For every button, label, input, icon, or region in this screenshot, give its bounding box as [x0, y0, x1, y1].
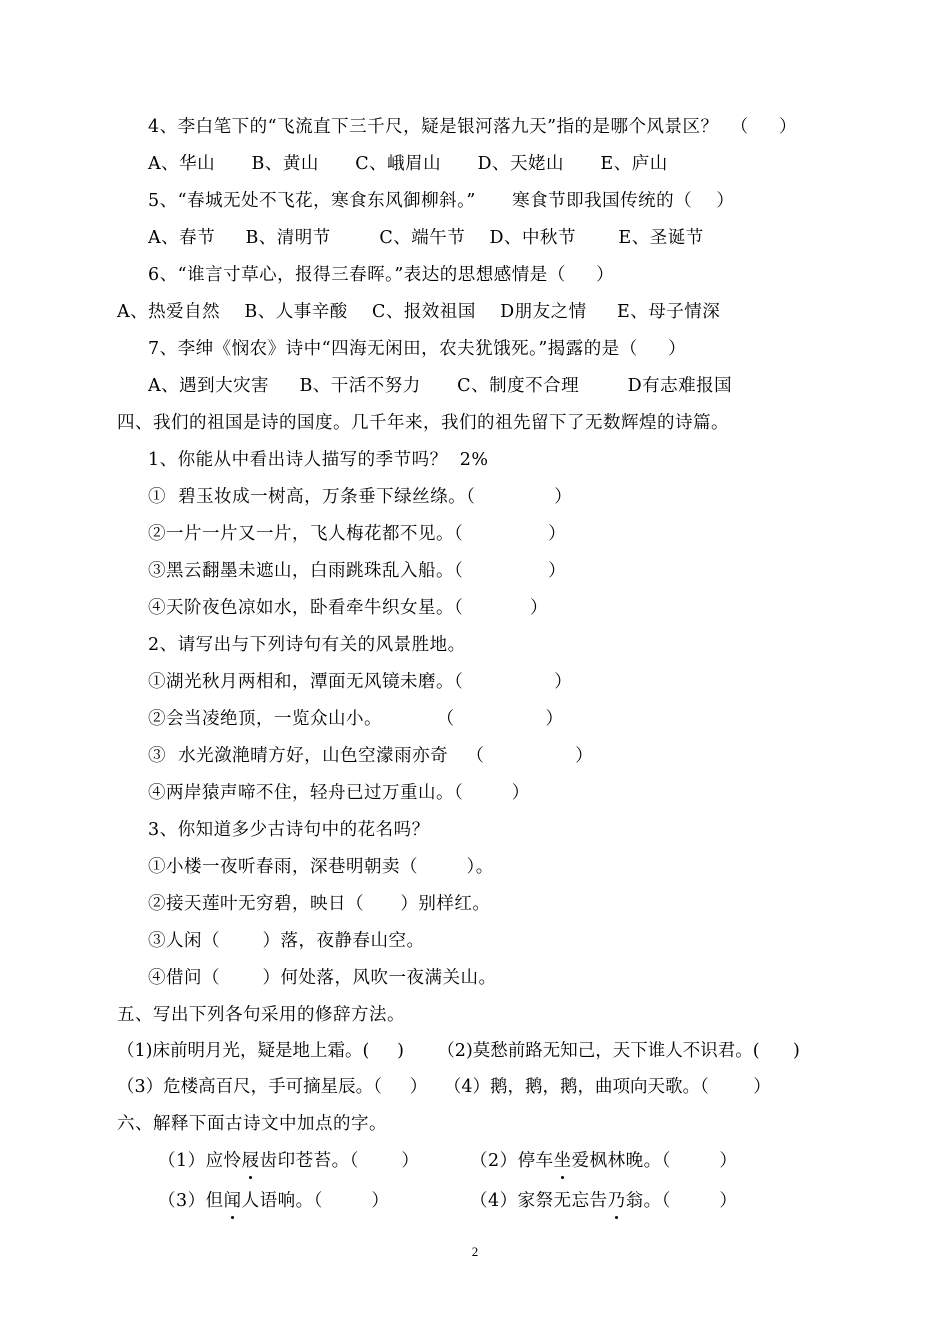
explain-q2	[470, 1149, 737, 1173]
explain-q4-post: 翁。（ ）	[625, 1191, 738, 1211]
explain-q4-pre: （4）家祭无忘告	[470, 1191, 608, 1211]
line-s4-q2-2: ②会当凌绝顶，一览众山小。 （ ）	[148, 709, 564, 729]
line-s4-q1-3: ③黑云翻墨未遮山，白雨跳珠乱入船。（ ）	[148, 561, 567, 581]
line-q4-7-options: A、遇到大灾害 B、干活不努力 C、制度不合理 D有志难报国	[148, 376, 733, 396]
dotted-char: 乃	[607, 1191, 626, 1211]
explain-q3-pre: （3）但	[158, 1191, 224, 1211]
section-4-heading: 四、我们的祖国是诗的国度。几千年来，我们的祖先留下了无数辉煌的诗篇。	[117, 413, 729, 433]
dotted-char: 屐	[241, 1151, 260, 1171]
line-s4-q3-4: ④借问（ ）何处落，风吹一夜满关山。	[148, 968, 497, 988]
explain-q1-pre: （1）应怜	[158, 1151, 242, 1171]
line-s4-q1-1: ① 碧玉妆成一树高，万条垂下绿丝绦。（ ）	[148, 487, 573, 507]
line-s5-row1: （1)床前明月光，疑是地上霜。( ) （2)莫愁前路无知己，天下谁人不识君。( )	[117, 1041, 800, 1061]
line-s4-q3: 3、你知道多少古诗句中的花名吗？	[148, 820, 430, 840]
line-q4-4: 4、李白笔下的“飞流直下三千尺，疑是银河落九天”指的是哪个风景区？ （ ）	[148, 117, 797, 137]
explain-q3-post: 人语响。（ ）	[241, 1191, 390, 1211]
line-s4-q2-4: ④两岸猿声啼不住，轻舟已过万重山。（ ）	[148, 783, 530, 803]
explain-q2-pre: （2）停车	[470, 1151, 554, 1171]
section-5-heading: 五、写出下列各句采用的修辞方法。	[117, 1005, 405, 1025]
line-s4-q1-4: ④天阶夜色凉如水，卧看牵牛织女星。（ ）	[148, 598, 548, 618]
line-q4-4-options: A、华山 B、黄山 C、峨眉山 D、天姥山 E、庐山	[148, 154, 668, 174]
line-s4-q1: 1、你能从中看出诗人描写的季节吗？ 2%	[148, 450, 489, 470]
line-q4-7: 7、李绅《悯农》诗中“四海无闲田，农夫犹饿死。”揭露的是（ ）	[148, 339, 687, 359]
line-s4-q3-2: ②接天莲叶无穷碧，映日（ ）别样红。	[148, 894, 491, 914]
line-s4-q2: 2、请写出与下列诗句有关的风景胜地。	[148, 635, 466, 655]
explain-q4	[470, 1189, 737, 1213]
line-q4-5: 5、“春城无处不飞花，寒食东风御柳斜。” 寒食节即我国传统的（ ）	[148, 191, 735, 211]
line-s4-q2-3: ③ 水光潋滟晴方好，山色空濛雨亦奇 （ ）	[148, 746, 594, 766]
line-s4-q3-3: ③人闲（ ）落，夜静春山空。	[148, 931, 425, 951]
explain-q3	[158, 1189, 389, 1213]
dotted-char: 闻	[223, 1191, 242, 1211]
explain-q1	[158, 1149, 419, 1173]
line-q4-5-options: A、春节 B、清明节 C、端午节 D、中秋节 E、圣诞节	[148, 228, 704, 248]
line-s4-q1-2: ②一片一片又一片，飞人梅花都不见。（ ）	[148, 524, 567, 544]
section-6-heading: 六、解释下面古诗文中加点的字。	[117, 1114, 387, 1134]
explain-q1-post: 齿印苍苔。（ ）	[259, 1151, 420, 1171]
line-s4-q2-1: ①湖光秋月两相和，潭面无风镜未磨。（ ）	[148, 672, 573, 692]
line-s4-q3-1: ①小楼一夜听春雨，深巷明朝卖（ ）。	[148, 857, 494, 877]
page-number: 2	[471, 1244, 479, 1259]
line-q4-6: 6、“谁言寸草心，报得三春晖。”表达的思想感情是（ ）	[148, 265, 615, 285]
dotted-char: 坐	[553, 1151, 572, 1171]
line-q4-6-options: A、热爱自然 B、人事辛酸 C、报效祖国 D朋友之情 E、母子情深	[117, 302, 721, 322]
explain-q2-post: 爱枫林晚。（ ）	[571, 1151, 738, 1171]
line-s5-row2: （3）危楼高百尺，手可摘星辰。（ ） （4）鹅，鹅，鹅，曲项向天歌。（ ）	[117, 1077, 771, 1097]
